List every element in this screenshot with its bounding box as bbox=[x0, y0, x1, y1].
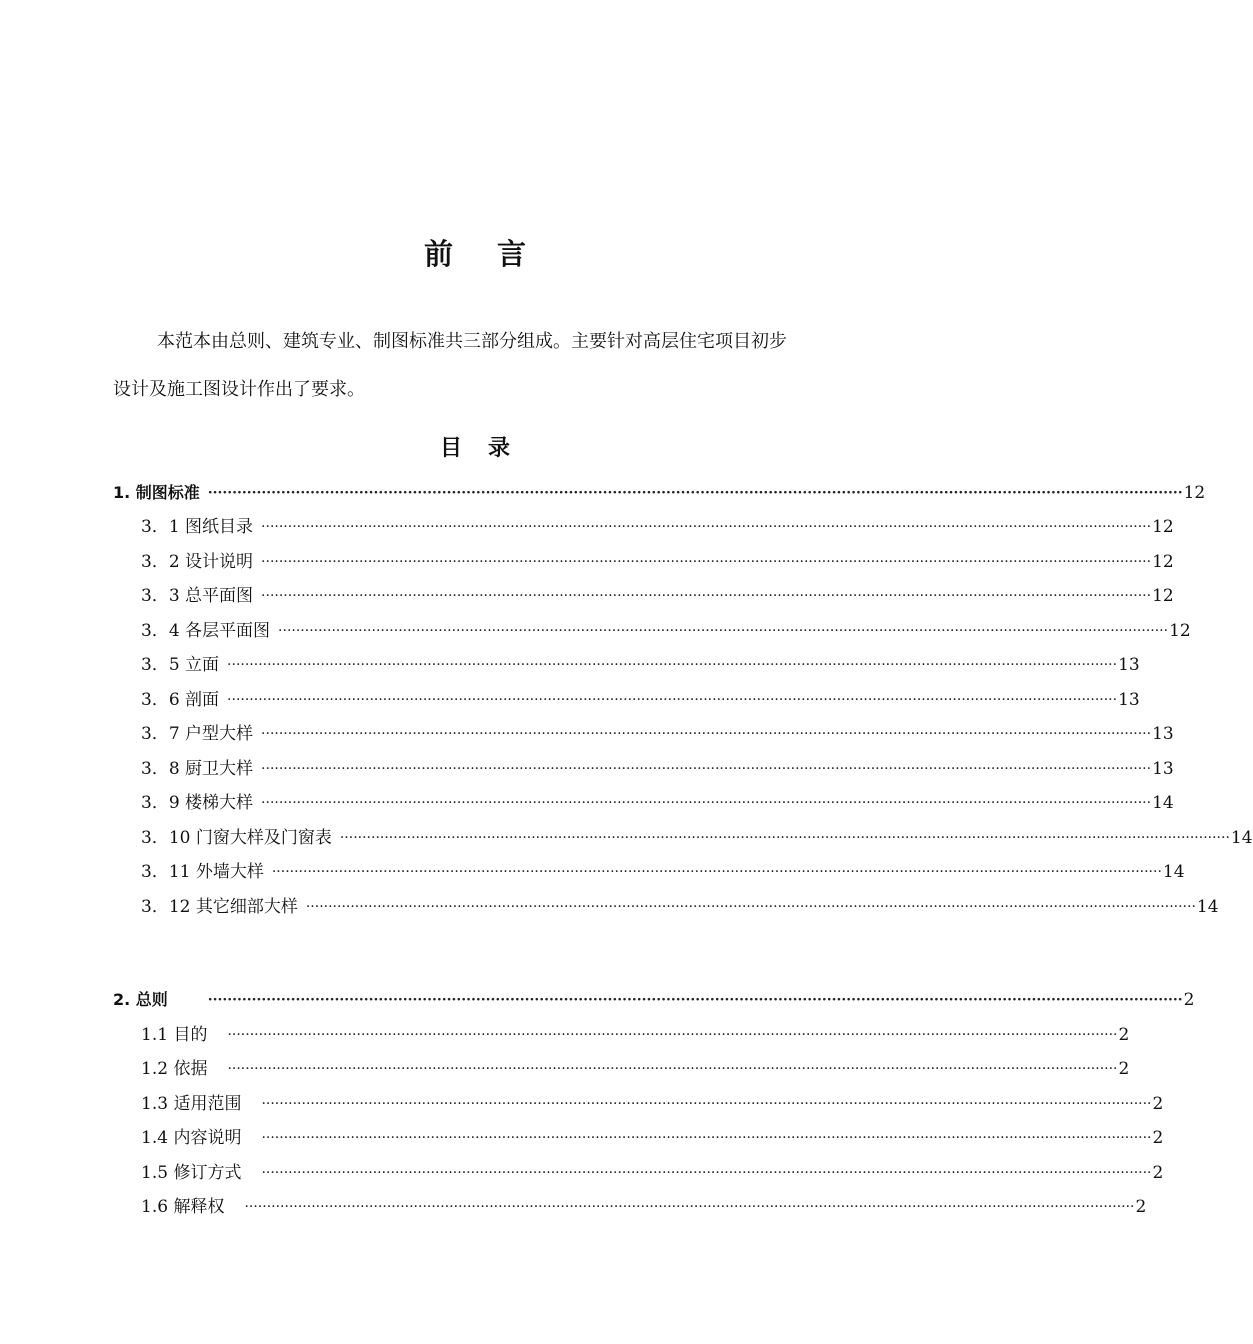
toc-page-number: 13 bbox=[1152, 724, 1174, 744]
toc-entry-label: 3．7 户型大样 bbox=[141, 724, 254, 744]
toc-leader-dots: ········································································································································································································ bbox=[261, 1096, 1152, 1112]
toc-entry-label: 1.1 目的 bbox=[141, 1025, 208, 1045]
toc-entry-label: 3．8 厨卫大样 bbox=[141, 759, 254, 779]
toc-entry-label: 1.5 修订方式 bbox=[141, 1163, 242, 1183]
toc-leader-dots: ········································································································································································································ bbox=[261, 519, 1152, 535]
toc-entry-label: 1.4 内容说明 bbox=[141, 1128, 242, 1148]
toc-entry-label: 3．12 其它细部大样 bbox=[141, 897, 298, 917]
toc-section-label: 1. 制图标准 bbox=[113, 483, 200, 502]
toc-section-heading[interactable] bbox=[113, 988, 1195, 1012]
toc-page-number: 12 bbox=[1183, 483, 1206, 503]
toc-entry-label: 3．6 剖面 bbox=[141, 690, 220, 710]
toc-page-number: 2 bbox=[1118, 1025, 1130, 1045]
toc-entry-label: 3．1 图纸目录 bbox=[141, 517, 254, 537]
toc-page-number: 12 bbox=[1152, 552, 1174, 572]
toc-entry[interactable] bbox=[141, 653, 1140, 677]
toc-entry-label: 3．10 门窗大样及门窗表 bbox=[141, 828, 332, 848]
toc-leader-dots: ········································································································································································································ bbox=[261, 588, 1152, 604]
toc-entry[interactable] bbox=[141, 1126, 1164, 1150]
toc-leader-dots: ········································································································································································································ bbox=[261, 795, 1152, 811]
toc-leader-dots: ········································································································································································································ bbox=[227, 1061, 1118, 1077]
toc-page-number: 2 bbox=[1152, 1128, 1164, 1148]
toc-page-number: 2 bbox=[1118, 1059, 1130, 1079]
toc-entry[interactable] bbox=[141, 619, 1191, 643]
toc-entry[interactable] bbox=[141, 826, 1253, 850]
toc-page-number: 14 bbox=[1196, 897, 1219, 917]
toc-page-number: 2 bbox=[1152, 1094, 1164, 1114]
toc-section-heading[interactable] bbox=[113, 481, 1206, 505]
toc-entry[interactable] bbox=[141, 688, 1140, 712]
toc-leader-dots: ········································································································································································································ bbox=[261, 1130, 1152, 1146]
preface-title: 前言 bbox=[423, 237, 570, 271]
toc-leader-dots: ········································································································································································································ bbox=[244, 1199, 1135, 1215]
toc-leader-dots: ········································································································································································································ bbox=[261, 1165, 1152, 1181]
toc-entry-label: 3．3 总平面图 bbox=[141, 586, 254, 606]
toc-entry[interactable] bbox=[141, 895, 1219, 919]
toc-entry[interactable] bbox=[141, 757, 1174, 781]
toc-page-number: 2 bbox=[1183, 990, 1195, 1010]
toc-title: 目录 bbox=[439, 436, 536, 461]
toc-entry-label: 3．4 各层平面图 bbox=[141, 621, 271, 641]
toc-leader-dots: ········································································································································································································ bbox=[271, 864, 1162, 880]
toc-entry-label: 1.3 适用范围 bbox=[141, 1094, 242, 1114]
toc-entry[interactable] bbox=[141, 1161, 1164, 1185]
toc-leader-dots: ········································································································································································································ bbox=[207, 992, 1183, 1008]
toc-entry-label: 3．9 楼梯大样 bbox=[141, 793, 254, 813]
preface-paragraph bbox=[113, 318, 838, 414]
toc-page-number: 14 bbox=[1152, 793, 1174, 813]
toc-section-label: 2. 总则 bbox=[113, 990, 168, 1009]
toc-entry-label: 3．2 设计说明 bbox=[141, 552, 254, 572]
toc-leader-dots: ········································································································································································································ bbox=[207, 485, 1183, 501]
toc-entry-label: 1.6 解释权 bbox=[141, 1197, 225, 1217]
toc-page-number: 12 bbox=[1152, 517, 1174, 537]
toc-leader-dots: ········································································································································································································ bbox=[227, 692, 1118, 708]
toc-page-number: 14 bbox=[1162, 862, 1185, 882]
toc-entry-label: 3．11 外墙大样 bbox=[141, 862, 264, 882]
toc-leader-dots: ········································································································································································································ bbox=[261, 554, 1152, 570]
toc-entry[interactable] bbox=[141, 1092, 1164, 1116]
toc-entry[interactable] bbox=[141, 584, 1174, 608]
toc-page-number: 13 bbox=[1118, 690, 1140, 710]
toc-page-number: 12 bbox=[1152, 586, 1174, 606]
preface-paragraph-line: 本范本由总则、建筑专业、制图标准共三部分组成。主要针对高层住宅项目初步 bbox=[157, 331, 787, 352]
toc-entry[interactable] bbox=[141, 722, 1174, 746]
preface-paragraph-line: 设计及施工图设计作出了要求。 bbox=[113, 379, 365, 400]
toc-page-number: 2 bbox=[1152, 1163, 1164, 1183]
toc-entry[interactable] bbox=[141, 515, 1174, 539]
toc-leader-dots: ········································································································································································································ bbox=[227, 657, 1118, 673]
toc-entry[interactable] bbox=[141, 860, 1185, 884]
toc-page-number: 13 bbox=[1152, 759, 1174, 779]
toc-leader-dots: ········································································································································································································ bbox=[278, 623, 1169, 639]
toc-entry[interactable] bbox=[141, 1195, 1147, 1219]
toc-entry[interactable] bbox=[141, 1057, 1130, 1081]
toc-leader-dots: ········································································································································································································ bbox=[261, 761, 1152, 777]
toc-entry[interactable] bbox=[141, 550, 1174, 574]
toc-leader-dots: ········································································································································································································ bbox=[261, 726, 1152, 742]
toc-leader-dots: ········································································································································································································ bbox=[339, 830, 1230, 846]
toc-entry-label: 3．5 立面 bbox=[141, 655, 220, 675]
toc-entry[interactable] bbox=[141, 791, 1174, 815]
toc-leader-dots: ········································································································································································································ bbox=[227, 1027, 1118, 1043]
toc-page-number: 12 bbox=[1169, 621, 1191, 641]
toc-entry[interactable] bbox=[141, 1023, 1130, 1047]
toc-page-number: 14 bbox=[1230, 828, 1253, 848]
toc-leader-dots: ········································································································································································································ bbox=[305, 899, 1196, 915]
toc-page-number: 13 bbox=[1118, 655, 1140, 675]
toc-page-number: 2 bbox=[1135, 1197, 1147, 1217]
toc-entry-label: 1.2 依据 bbox=[141, 1059, 208, 1079]
